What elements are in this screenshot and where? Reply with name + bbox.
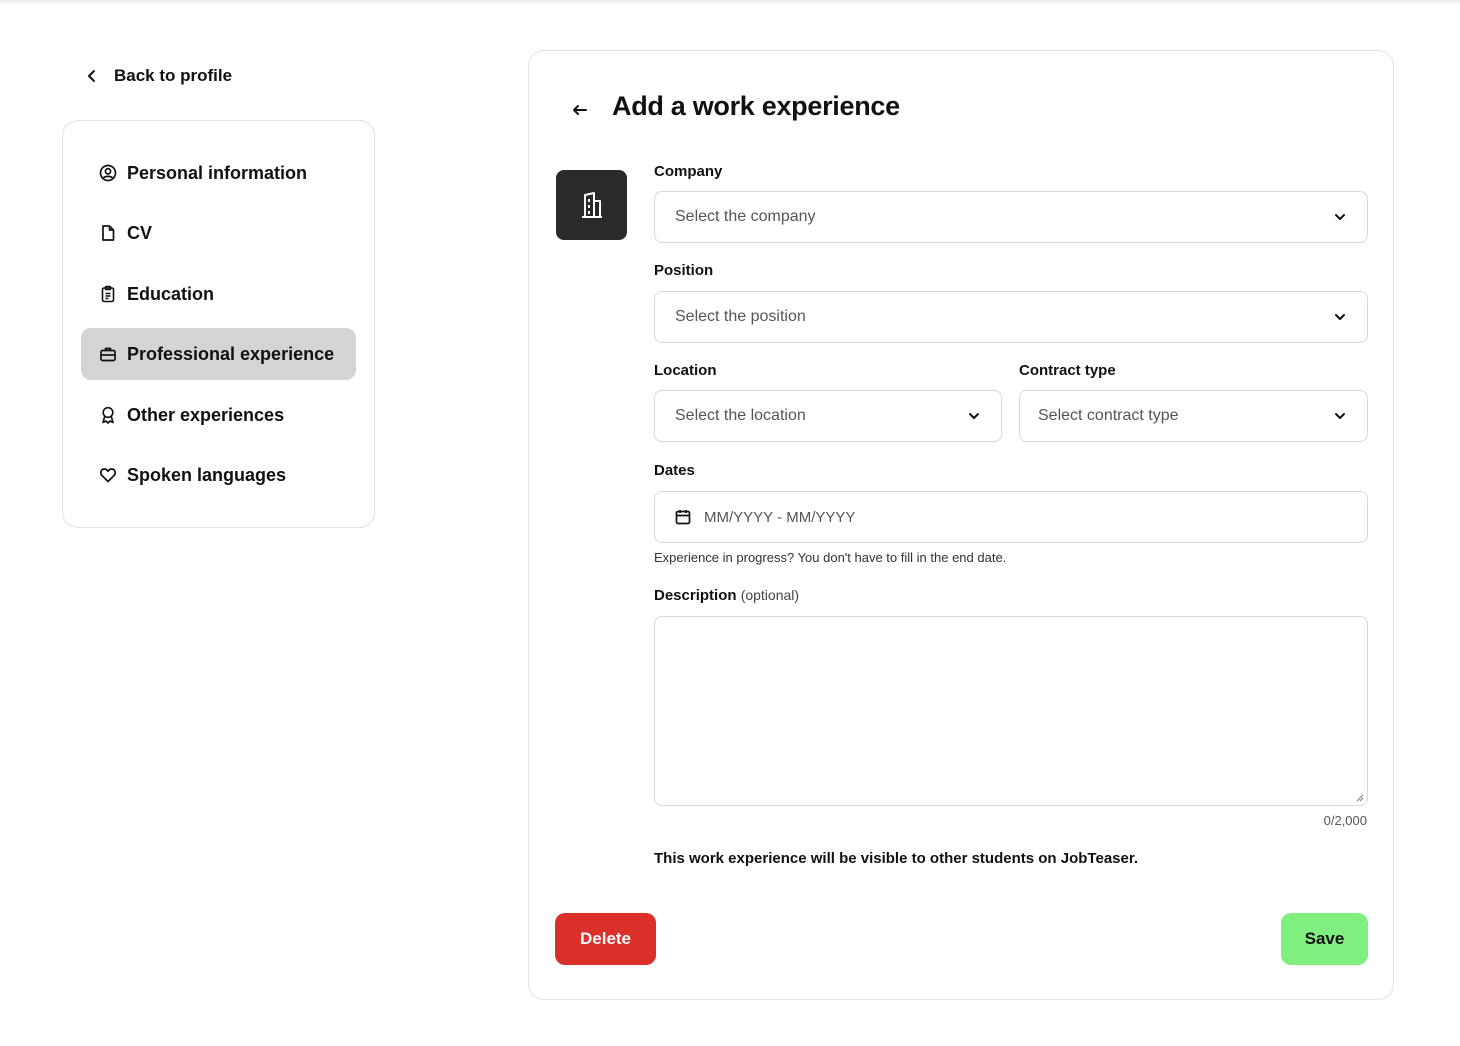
chevron-down-icon [1333,409,1347,423]
profile-sidebar [62,120,375,528]
description-optional-tag: (optional) [740,587,800,603]
company-select-placeholder: Select the company [675,208,816,225]
location-label: Location [654,362,717,379]
description-label-text: Description [654,587,737,604]
page-title: Add a work experience [612,91,900,121]
chevron-down-icon [1333,210,1347,224]
top-shadow [0,0,1460,6]
back-to-profile-link[interactable] [84,62,232,90]
sidebar-item-label: Education [127,283,215,304]
position-label: Position [654,262,714,279]
delete-button[interactable]: Delete [555,913,656,965]
position-select[interactable] [654,291,1368,343]
contract-type-label: Contract type [1019,362,1116,379]
sidebar-item-other-experiences[interactable] [81,389,356,441]
location-select[interactable] [654,390,1002,442]
save-button[interactable]: Save [1281,913,1368,965]
dates-input[interactable] [654,491,1368,543]
user-circle-icon [99,164,117,182]
calendar-icon [674,508,692,526]
chevron-left-icon [84,68,100,84]
work-experience-form-card [528,50,1394,1000]
contract-type-select[interactable] [1019,390,1368,442]
position-select-placeholder: Select the position [675,308,806,325]
file-icon [99,224,117,242]
chevron-down-icon [967,409,981,423]
sidebar-item-label: Other experiences [127,404,285,425]
company-label: Company [654,163,723,180]
company-logo-placeholder [556,170,627,240]
chevron-down-icon [1333,310,1347,324]
sidebar-item-label: Personal information [127,162,308,183]
company-select[interactable] [654,191,1368,243]
heart-icon [99,466,117,484]
sidebar-item-cv[interactable] [81,207,356,259]
dates-input-placeholder: MM/YYYY - MM/YYYY [704,508,856,526]
description-character-counter: 0/2,000 [1323,813,1367,828]
contract-type-select-placeholder: Select contract type [1038,407,1179,424]
building-icon [577,190,607,220]
description-label [654,587,799,604]
award-icon [99,406,117,424]
sidebar-item-education[interactable] [81,268,356,320]
sidebar-item-label: Professional experience [127,343,335,364]
description-textarea[interactable] [654,616,1368,806]
visibility-note: This work experience will be visible to other students on JobTeaser. [654,850,1139,867]
location-select-placeholder: Select the location [675,407,806,424]
back-to-profile-label: Back to profile [114,66,233,85]
sidebar-item-label: CV [127,222,153,243]
sidebar-item-professional-experience[interactable] [81,328,356,380]
clipboard-icon [99,285,117,303]
dates-hint: Experience in progress? You don't have to fill in the end date. [654,550,1007,565]
dates-label: Dates [654,462,695,479]
sidebar-item-personal-information[interactable] [81,147,356,199]
arrow-left-icon[interactable] [569,99,591,121]
sidebar-item-spoken-languages[interactable] [81,449,356,501]
sidebar-item-label: Spoken languages [127,464,287,485]
briefcase-icon [99,345,117,363]
resize-grip-icon[interactable] [1354,792,1364,802]
